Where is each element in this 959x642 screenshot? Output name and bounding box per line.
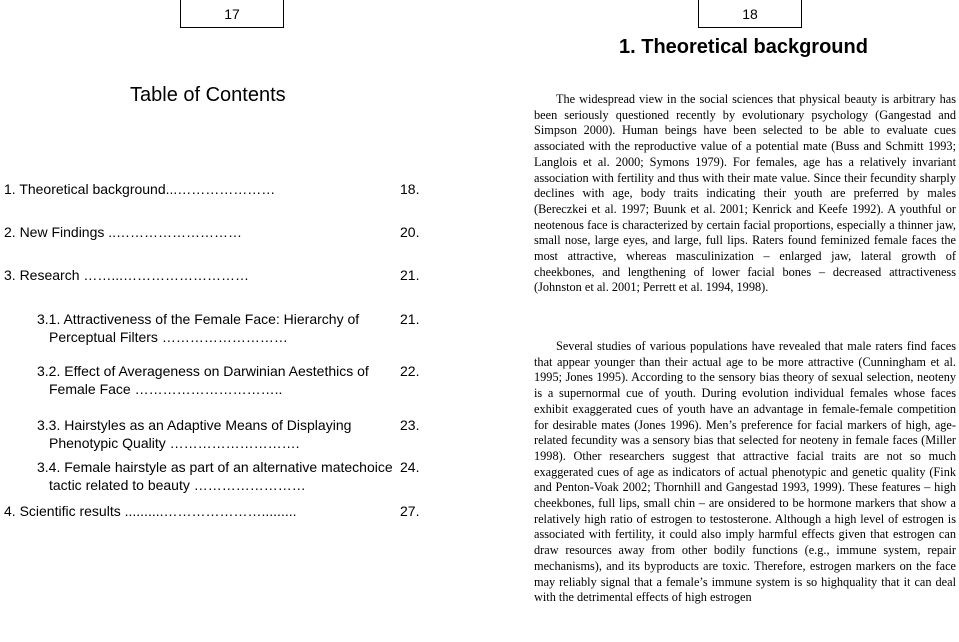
toc-entry-3-4-line1[interactable]: 3.4. Female hairstyle as part of an alternative matechoice bbox=[37, 459, 393, 475]
body-paragraph-2: Several studies of various populations have revealed that male raters find faces that appear younger than their actual age to be more attractive (Cunningham et al. 1995; Jones 1995). According to the sensory bias theory of sexual selection, neoteny is a supernormal cue of youth. During evolution individual females whose faces exhibit exaggerated cues of youth have an advantage in female-female competition for desirable mates (Jones 1996). Men’s preference for facial markers of high, age-related fecundity was a sensory bias that selected for neoteny in female faces (Miller 1998). Other researchers suggest that attractive facial traits are not so much exaggerated cues of age as indicators of actual phenotypic and genetic quality (Fink and Penton-Voak 2002; Thornhill and Gangestad 1993, 1999). These features – high cheekbones, full lips, small chin – are onsidered to be hormone markers that show a relatively high ratio of estrogen to testosterone. Although a high level of estrogen is associated with fertility, it could also imply harmful effects given that estrogen can draw resources away from other bodily functions (e.g., immune system, repair mechanisms), and its byproducts are toxic. Therefore, estrogen markers on the face may reliably signal that a female’s immune system is so highquality that it can deal with the detrimental effects of high estrogen bbox=[534, 339, 956, 605]
toc-entry-3-page: 21. bbox=[400, 267, 420, 283]
body-paragraph-1: The widespread view in the social sciences that physical beauty is arbitrary has been seriously questioned recently by evolutionary psychology (Gangestad and Simpson 2000). Human beings have been selected to be able to evaluate cues associated with the reproductive value of a potential mate (Buss and Schmitt 1993; Langlois et al. 2000; Symons 1979). For females, age has a relatively invariant association with fertility and thus with their mate value. Since their fecundity sharply declines with age, body traits indicating their youth are preferred by males (Bereczkei et al. 1997; Buunk et al. 2001; Kenrick and Keefe 1992). A youthful or neotenous face is characterized by certain facial proportions, especially a thinner jaw, small nose, large eyes, and large, full lips. Raters found feminized female faces the most attractive, whereas masculinization – enlarged jaw, lateral growth of cheekbones, and lengthening of lower facial bones – decreased attractiveness (Johnston et al. 2001; Perrett et al. 1994, 1998). bbox=[534, 92, 956, 295]
toc-entry-3-2-line2[interactable]: Female Face ………………………….. bbox=[49, 381, 283, 397]
toc-entry-3-3-page: 23. bbox=[400, 417, 420, 433]
page-number-right: 18 bbox=[698, 0, 802, 28]
toc-entry-4-page: 27. bbox=[400, 503, 420, 519]
toc-entry-3-1-page: 21. bbox=[400, 311, 420, 327]
toc-entry-2[interactable]: 2. New Findings ..……………………… bbox=[4, 224, 243, 240]
toc-entry-3[interactable]: 3. Research ……...……………………… bbox=[4, 267, 250, 283]
toc-entry-3-3-line2[interactable]: Phenotypic Quality ………………………. bbox=[49, 435, 300, 451]
toc-entry-3-2-line1[interactable]: 3.2. Effect of Averageness on Darwinian Aestethics of bbox=[37, 363, 369, 379]
toc-entry-3-1-line2[interactable]: Perceptual Filters ……………………… bbox=[49, 329, 288, 345]
toc-entry-4[interactable]: 4. Scientific results ..........…………………......... bbox=[4, 503, 297, 519]
toc-entry-3-3-line1[interactable]: 3.3. Hairstyles as an Adaptive Means of Displaying bbox=[37, 417, 352, 433]
toc-entry-1[interactable]: 1. Theoretical background...………………… bbox=[4, 181, 276, 197]
toc-entry-3-1-line1[interactable]: 3.1. Attractiveness of the Female Face: Hierarchy of bbox=[37, 311, 360, 327]
toc-title: Table of Contents bbox=[130, 84, 286, 106]
page-number-left: 17 bbox=[180, 0, 284, 28]
section-heading: 1. Theoretical background bbox=[619, 36, 868, 58]
toc-entry-2-page: 20. bbox=[400, 224, 420, 240]
toc-entry-1-page: 18. bbox=[400, 181, 420, 197]
toc-entry-3-4-line2[interactable]: tactic related to beauty …………………… bbox=[49, 477, 306, 493]
toc-entry-3-2-page: 22. bbox=[400, 363, 420, 379]
toc-entry-3-4-page: 24. bbox=[400, 459, 420, 475]
